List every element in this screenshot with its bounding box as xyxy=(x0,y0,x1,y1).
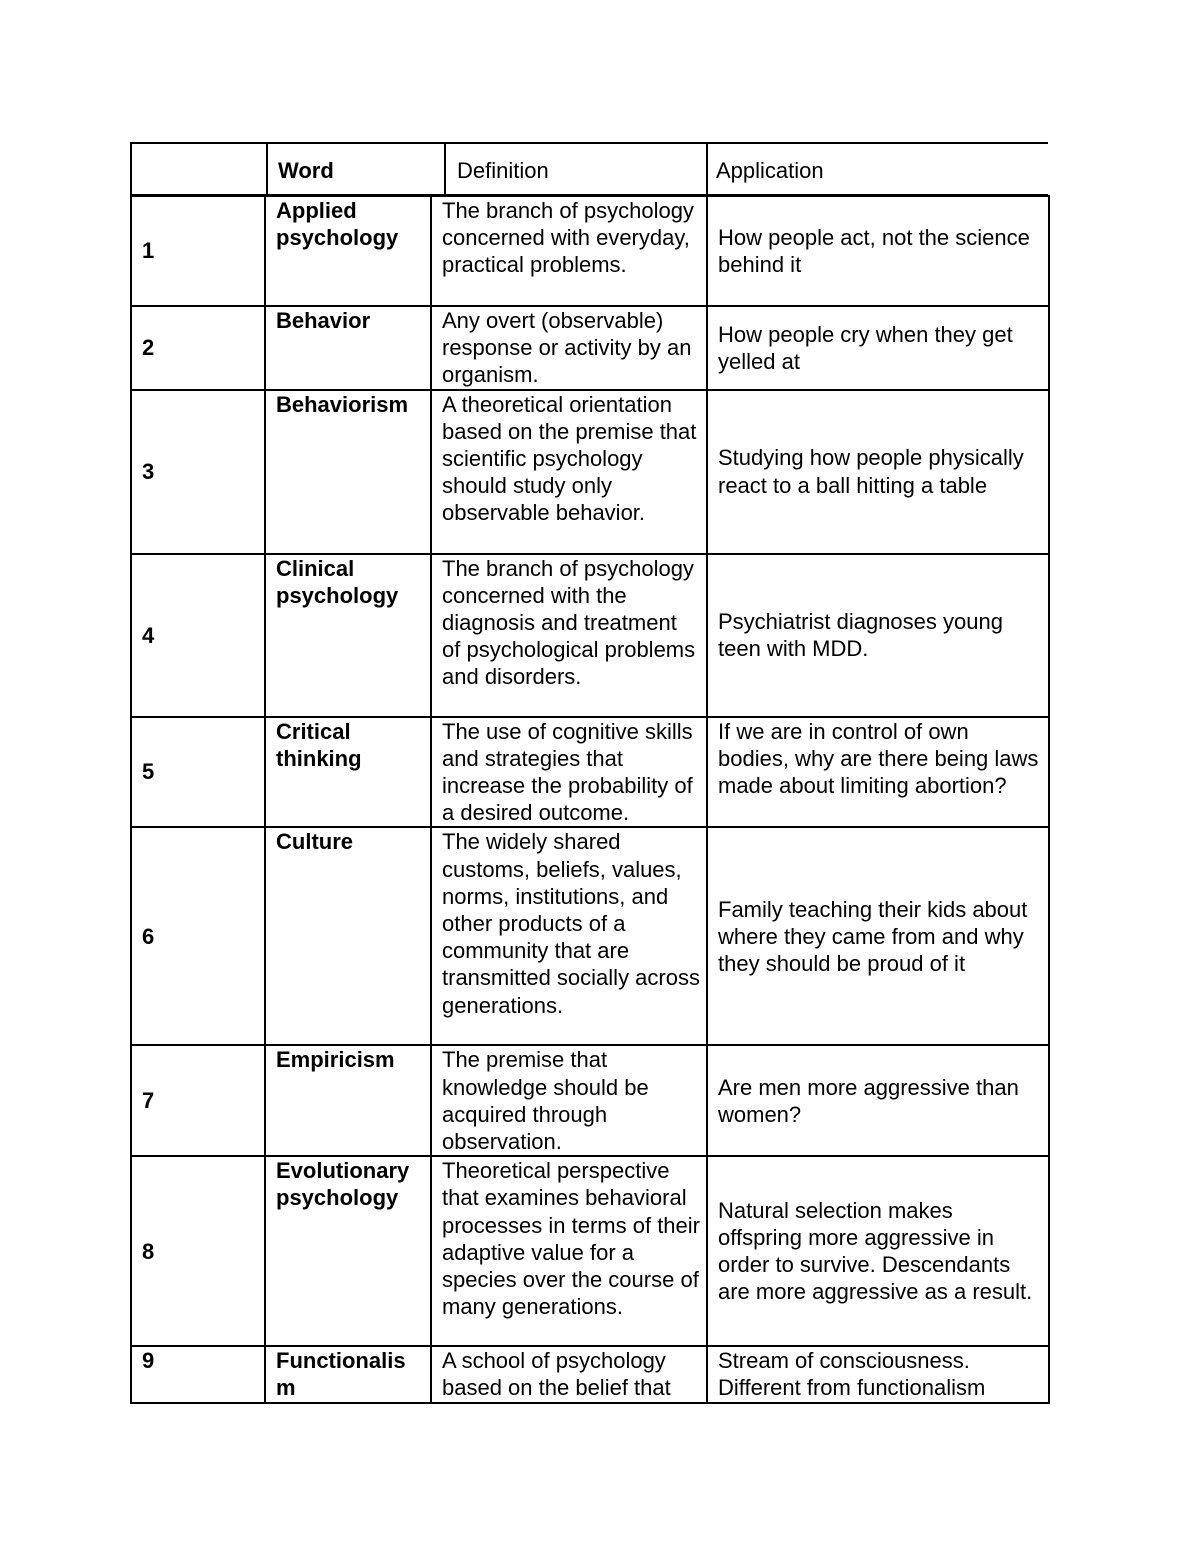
row-application: Natural selection makes offspring more aggressive in order to survive. Descendants are more aggressive as a result. xyxy=(707,1156,1049,1346)
row-number: 2 xyxy=(131,306,265,390)
row-application: How people act, not the science behind it xyxy=(707,196,1049,306)
table-row xyxy=(131,390,1049,554)
row-definition: Theoretical perspective that examines behavioral processes in terms of their adaptive value for a species over the course of many generations. xyxy=(431,1156,707,1346)
row-number: 1 xyxy=(131,196,265,306)
row-definition: A theoretical orientation based on the premise that scientific psychology should study only observable behavior. xyxy=(431,390,707,554)
row-application: Studying how people physically react to a ball hitting a table xyxy=(707,390,1049,554)
row-word: Applied psychology xyxy=(265,196,431,306)
table-row xyxy=(131,1346,1049,1402)
row-number: 3 xyxy=(131,390,265,554)
table-row xyxy=(131,827,1049,1045)
row-application: Family teaching their kids about where they came from and why they should be proud of it xyxy=(707,827,1049,1045)
table-row xyxy=(131,554,1049,717)
row-word: Clinical psychology xyxy=(265,554,431,717)
row-definition: The use of cognitive skills and strategies that increase the probability of a desired outcome. xyxy=(431,717,707,828)
table-row xyxy=(131,1045,1049,1156)
row-definition: The branch of psychology concerned with the diagnosis and treatment of psychological problems and disorders. xyxy=(431,554,707,717)
row-number: 5 xyxy=(131,717,265,828)
row-word: Evolutionary psychology xyxy=(265,1156,431,1346)
table-row xyxy=(131,717,1049,828)
table-row xyxy=(131,1156,1049,1346)
header-word: Word xyxy=(266,144,444,197)
row-application: How people cry when they get yelled at xyxy=(707,306,1049,390)
row-definition: The branch of psychology concerned with everyday, practical problems. xyxy=(431,196,707,306)
row-word: Critical thinking xyxy=(265,717,431,828)
row-number: 8 xyxy=(131,1156,265,1346)
row-number: 7 xyxy=(131,1045,265,1156)
row-definition: A school of psychology based on the belief that xyxy=(431,1346,707,1402)
row-application: If we are in control of own bodies, why are there being laws made about limiting abortion? xyxy=(707,717,1049,828)
row-definition: The widely shared customs, beliefs, values, norms, institutions, and other products of a community that are transmitted socially across generations. xyxy=(431,827,707,1045)
row-number: 4 xyxy=(131,554,265,717)
row-word: Functionalis m xyxy=(265,1346,431,1402)
row-application: Stream of consciousness. Different from functionalism xyxy=(707,1346,1049,1402)
table-row xyxy=(131,196,1049,306)
row-word: Behavior xyxy=(265,306,431,390)
row-definition: The premise that knowledge should be acquired through observation. xyxy=(431,1045,707,1156)
row-application: Are men more aggressive than women? xyxy=(707,1045,1049,1156)
row-word: Empiricism xyxy=(265,1045,431,1156)
header-application: Application xyxy=(706,142,1048,195)
row-number: 9 xyxy=(131,1346,265,1402)
row-number: 6 xyxy=(131,827,265,1045)
row-application: Psychiatrist diagnoses young teen with MDD. xyxy=(707,554,1049,717)
vocabulary-table xyxy=(130,195,1050,1404)
row-word: Culture xyxy=(265,827,431,1045)
table-row xyxy=(131,306,1049,390)
row-word: Behaviorism xyxy=(265,390,431,554)
header-definition: Definition xyxy=(444,144,708,197)
table-header-row xyxy=(130,142,706,195)
row-definition: Any overt (observable) response or activity by an organism. xyxy=(431,306,707,390)
